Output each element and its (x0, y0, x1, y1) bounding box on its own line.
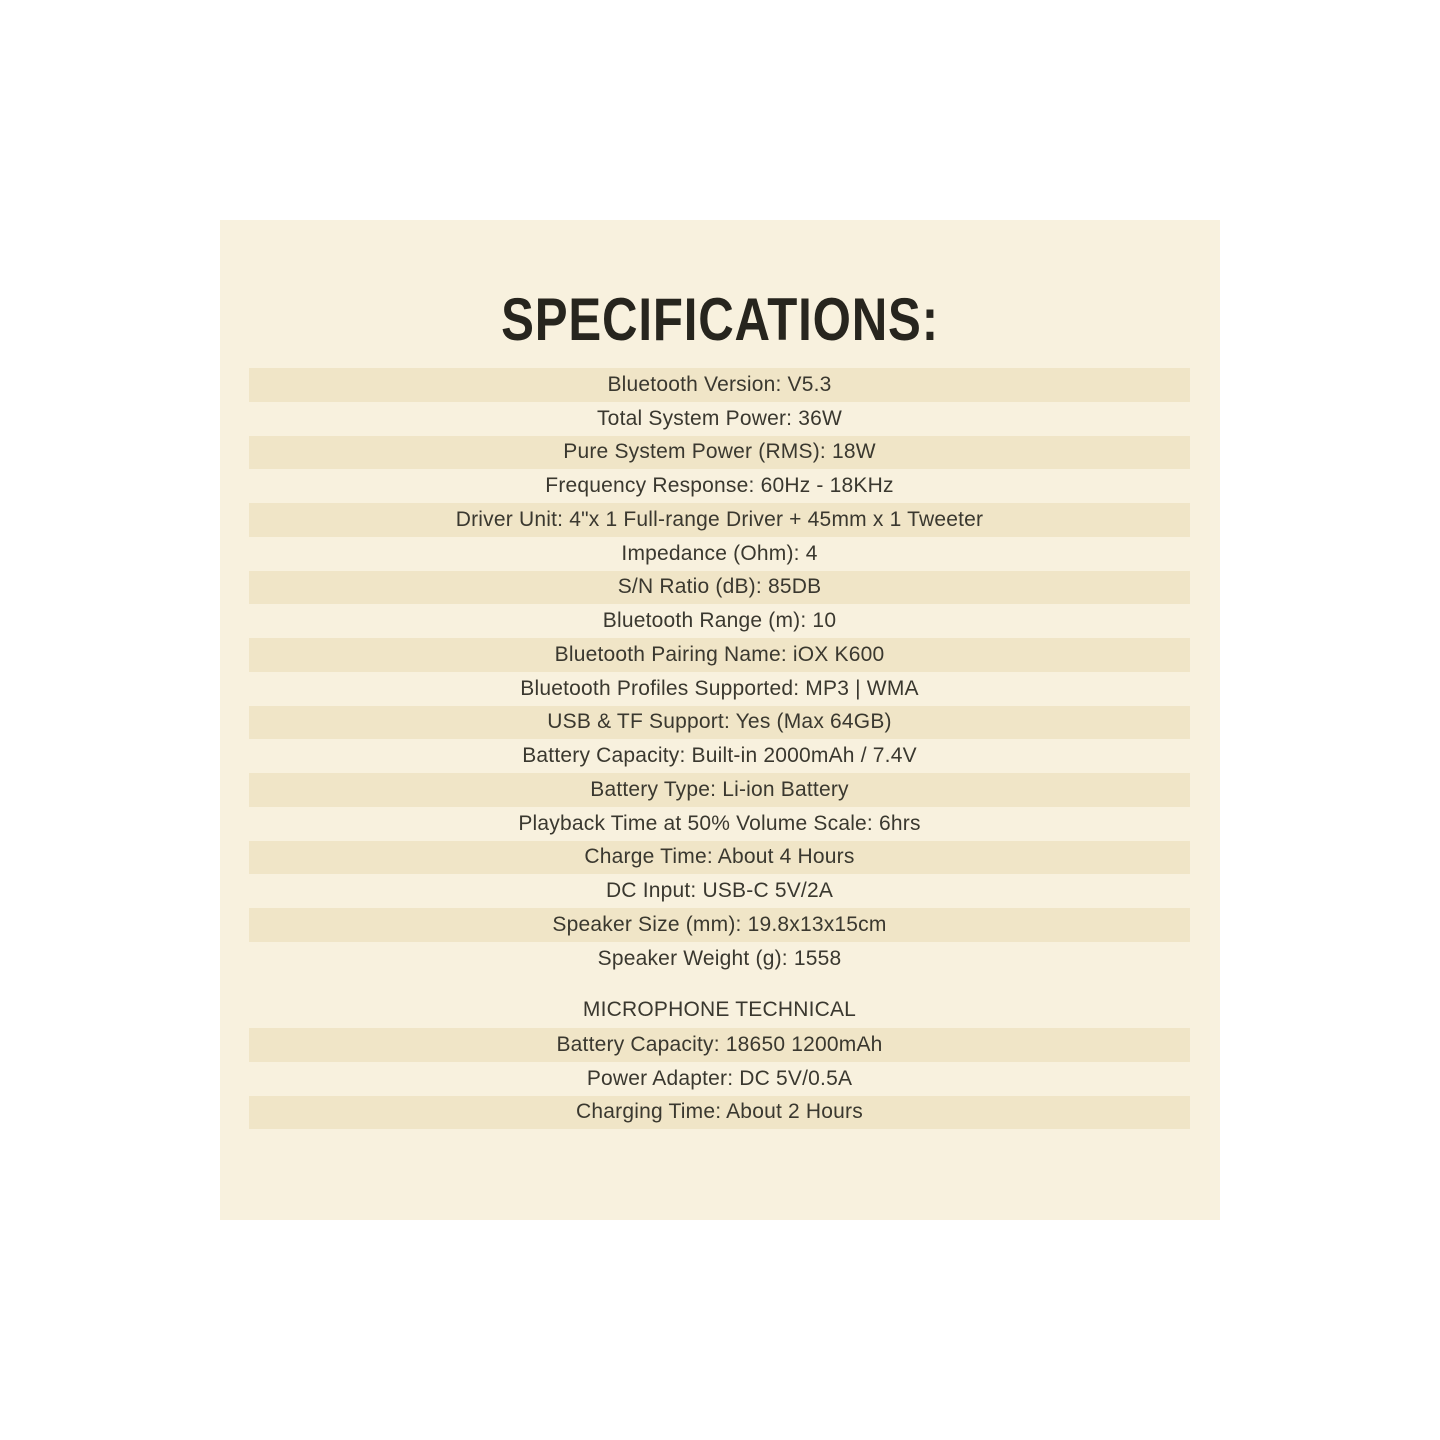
spec-panel (220, 220, 1220, 1220)
spec-row (249, 537, 1190, 571)
spec-row (249, 739, 1190, 773)
spec-row-text: Pure System Power (RMS): 18W (563, 440, 876, 464)
spec-row (249, 807, 1190, 841)
spec-row (249, 503, 1190, 537)
spec-row (249, 841, 1190, 875)
spec-row-text: Bluetooth Range (m): 10 (602, 609, 837, 633)
spec-row (249, 773, 1190, 807)
spec-row-text: Impedance (Ohm): 4 (621, 541, 818, 565)
spec-row-text: Speaker Weight (g): 1558 (597, 946, 842, 970)
spec-row-text: Battery Capacity: 18650 1200mAh (556, 1032, 883, 1056)
spec-row-text: DC Input: USB-C 5V/2A (605, 879, 834, 903)
spec-row-text: Bluetooth Version: V5.3 (607, 372, 832, 396)
spec-row-text: Speaker Size (mm): 19.8x13x15cm (552, 912, 887, 936)
spec-row (249, 1096, 1190, 1130)
spec-row (249, 908, 1190, 942)
spec-row-text: Charge Time: About 4 Hours (584, 845, 855, 869)
spec-row-text: Driver Unit: 4"x 1 Full-range Driver + 45mm x 1 Tweeter (455, 507, 984, 531)
page-title: SPECIFICATIONS: (501, 286, 939, 353)
spec-row (249, 604, 1190, 638)
microphone-section-header: MICROPHONE TECHNICAL (582, 998, 857, 1021)
spec-row-text: Total System Power: 36W (596, 406, 842, 430)
spec-row-text: Charging Time: About 2 Hours (576, 1100, 863, 1124)
spec-row (249, 436, 1190, 470)
spec-row-text: S/N Ratio (dB): 85DB (617, 575, 822, 599)
spec-row-text: Playback Time at 50% Volume Scale: 6hrs (518, 811, 921, 835)
spec-row-text: Battery Type: Li-ion Battery (590, 777, 849, 801)
spec-row (249, 942, 1190, 976)
spec-row-text: Bluetooth Pairing Name: iOX K600 (554, 642, 885, 666)
spec-row-text: Bluetooth Profiles Supported: MP3 | WMA (520, 676, 919, 700)
spec-row (249, 706, 1190, 740)
microphone-spec-list (249, 1028, 1190, 1129)
speaker-spec-list (249, 368, 1190, 976)
spec-row (249, 672, 1190, 706)
spec-row-text: Power Adapter: DC 5V/0.5A (586, 1066, 853, 1090)
spec-row (249, 469, 1190, 503)
spec-row (249, 874, 1190, 908)
spec-row-text: Battery Capacity: Built-in 2000mAh / 7.4V (522, 744, 917, 768)
spec-row (249, 571, 1190, 605)
spec-row-text: USB & TF Support: Yes (Max 64GB) (547, 710, 892, 734)
spec-row (249, 368, 1190, 402)
spec-row (249, 1028, 1190, 1062)
spec-row (249, 402, 1190, 436)
spec-row (249, 1062, 1190, 1096)
spec-row-text: Frequency Response: 60Hz - 18KHz (545, 474, 894, 498)
spec-row (249, 638, 1190, 672)
